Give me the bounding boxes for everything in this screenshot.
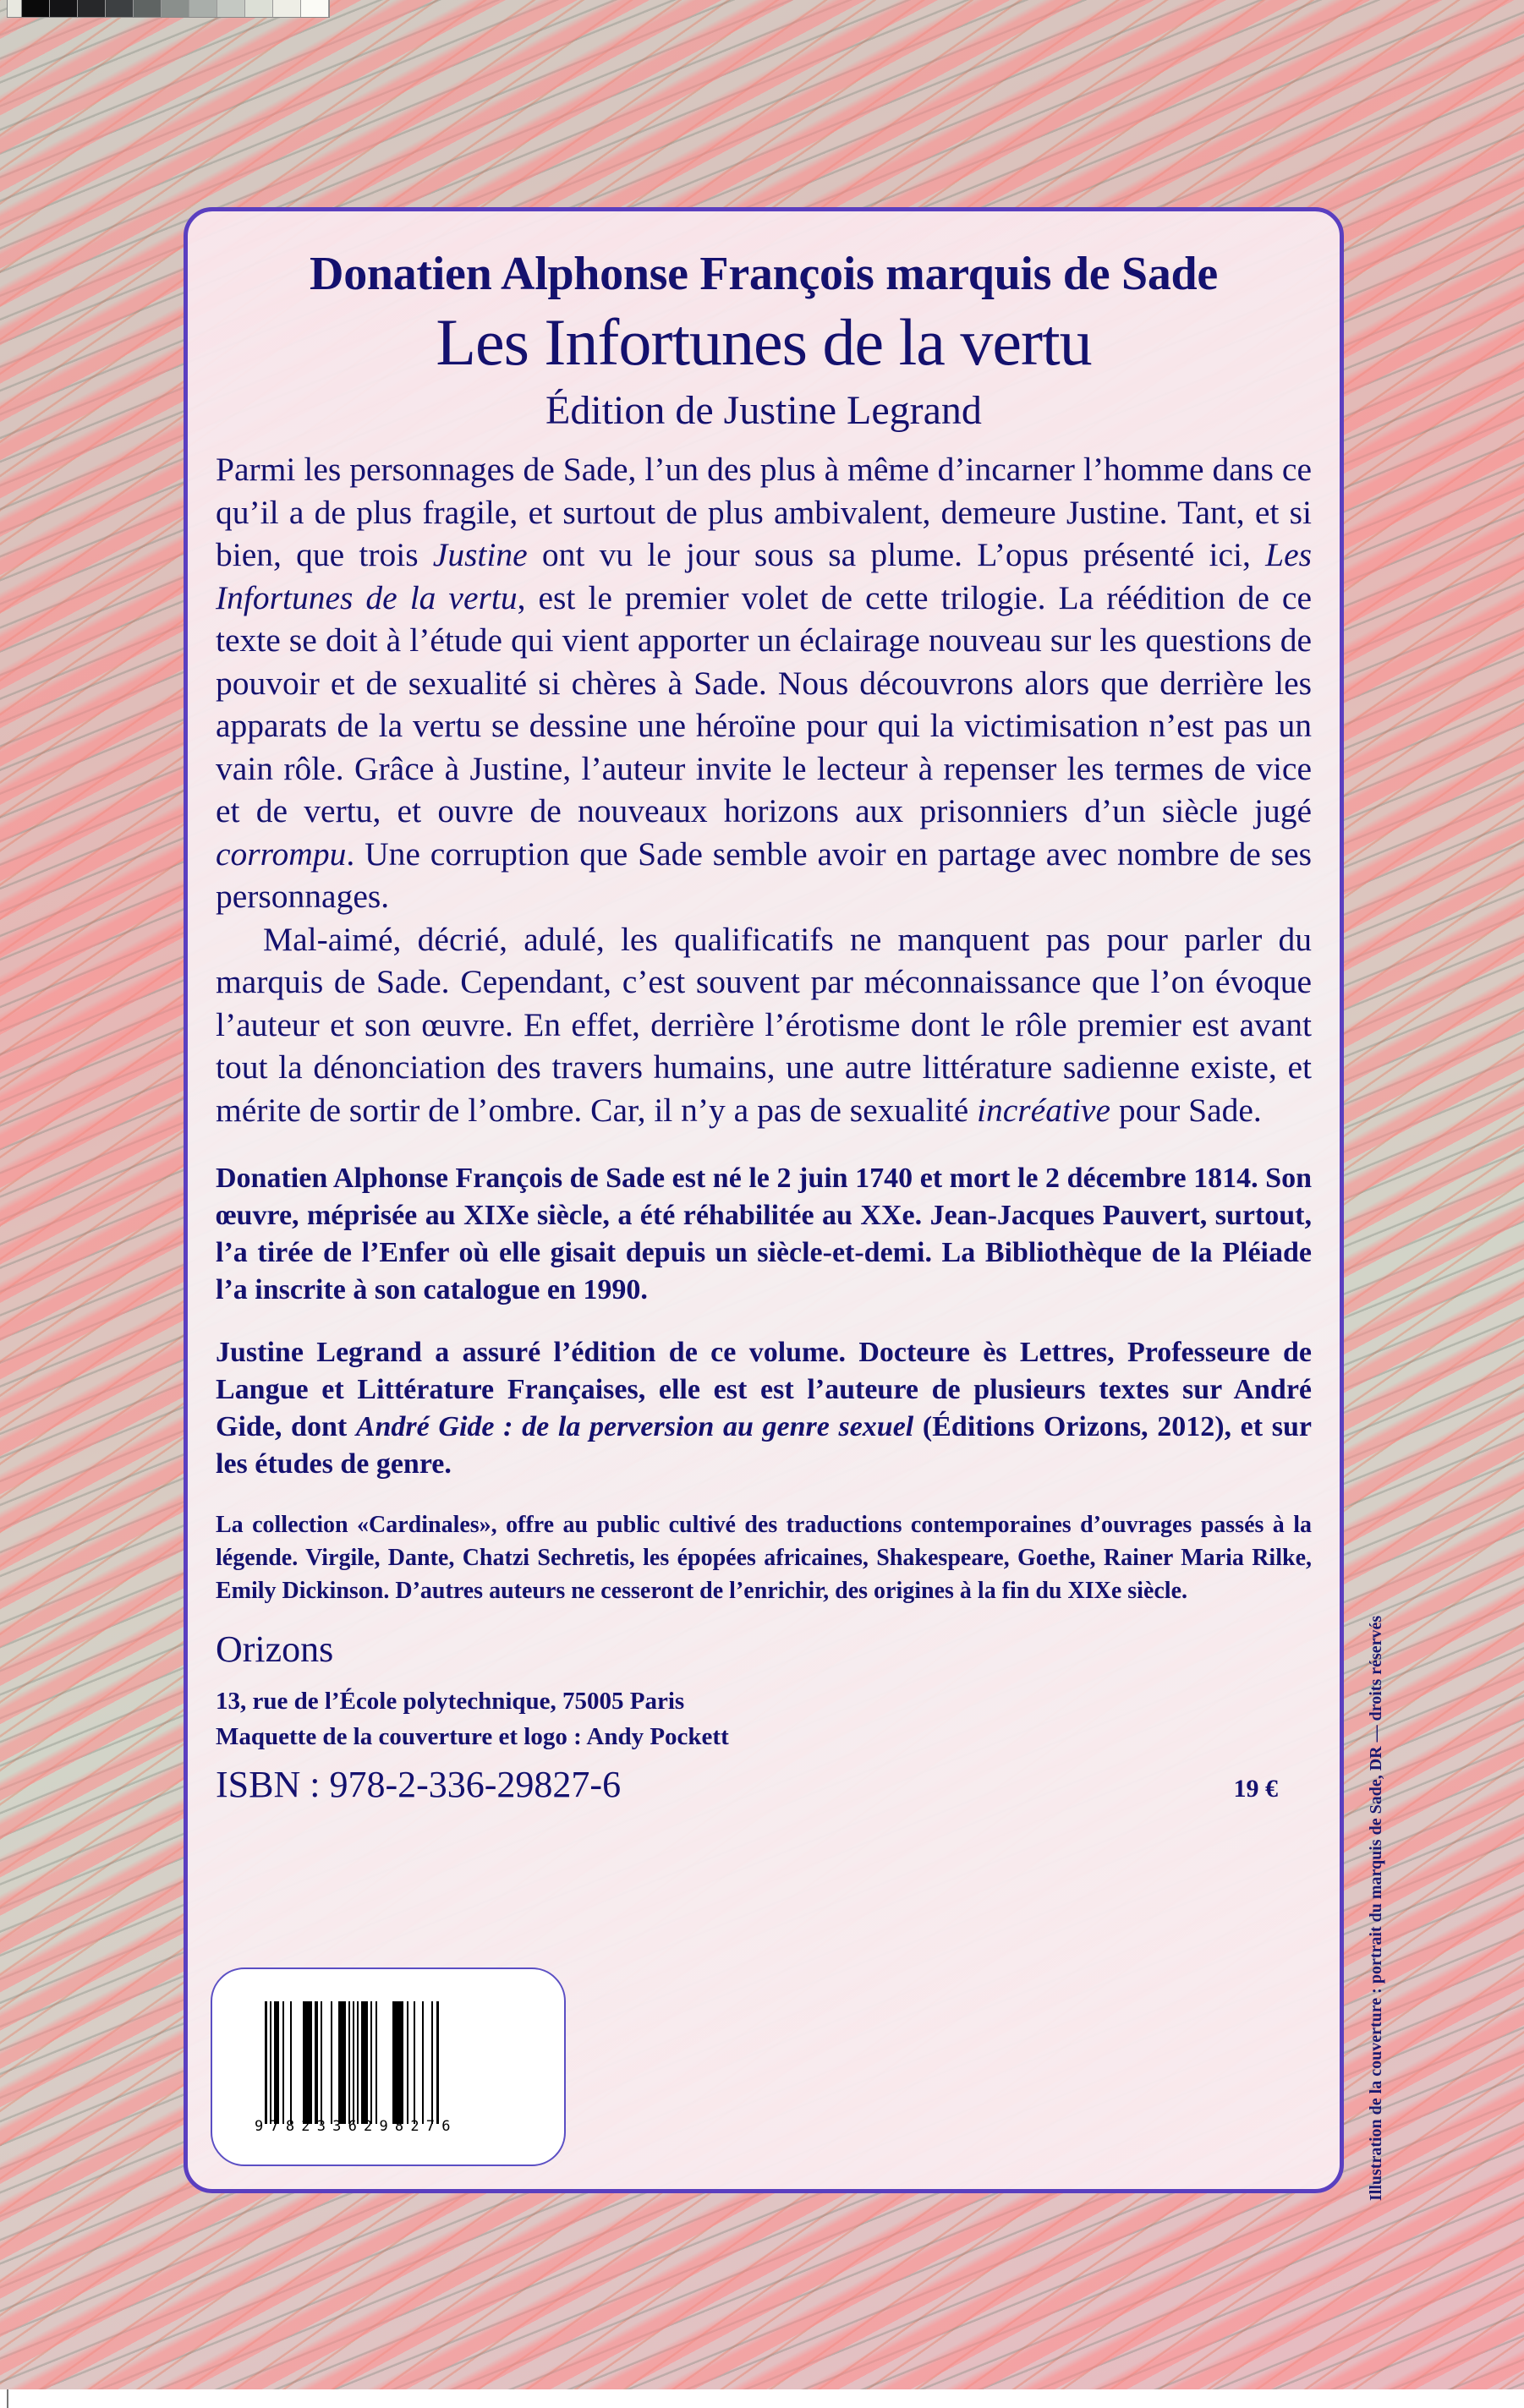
text-run: , est le premier volet de cette trilogie. La réédition de ce texte se doit à l’étude qui vient apporter un éclairage nouveau sur les questions de pouvoir et de sexualité si chères à Sade. Nous découvrons alors que derrière les apparats de la vertu se dessine une héroïne pour qui la victimisation n’est pas un vain rôle. Grâce à Justine, l’auteur invite le lecteur à repenser les termes de vice et de vertu, et ouvre de nouveaux horizons aux prisonniers d’un siècle jugé [216, 578, 1312, 829]
gray-swatch [106, 0, 134, 17]
color-calibration-bar [7, 0, 330, 18]
text-run: pour Sade. [1110, 1091, 1262, 1129]
author-name: Donatien Alphonse François marquis de Sade [310, 248, 1218, 300]
italic-run: corrompu [216, 835, 347, 873]
publisher-address: 13, rue de l’École polytechnique, 75005 Paris [216, 1688, 685, 1715]
text-run: Parmi les personnages de Sade, l’un des plus à même d’incarner l’homme dans ce qu’il a de plus fragile, et surtout de plus ambivalent, demeure Justine. Tant, et si bien, que trois [216, 451, 1312, 573]
edition-credit: Édition de Justine Legrand [545, 388, 982, 433]
text-run: . Une corruption que Sade semble avoir en partage avec nombre de ses personnages. [216, 835, 1312, 915]
barcode-icon [265, 2001, 512, 2128]
blurb-paragraph-2 [216, 918, 1312, 1132]
text-run: ont vu le jour sous sa plume. L’opus présenté ici, [527, 536, 1266, 573]
price: 19 € [1233, 1775, 1278, 1803]
gray-swatch [134, 0, 162, 17]
barcode-digits: 9782336298276 [255, 2118, 458, 2135]
gray-swatch [189, 0, 217, 17]
blurb [216, 448, 1312, 1131]
calibration-lead [8, 0, 22, 17]
gray-swatch [245, 0, 273, 17]
isbn: ISBN : 978-2-336-29827-6 [216, 1764, 622, 1805]
collection-note: La collection «Cardinales», offre au public cultivé des traductions contemporaines d’ouvrages passés à la légende. Virgile, Dante, Chatzi Sechretis, les épopées africaines, Shakespeare, Goethe, Rainer Maria Rilke, Emily Dickinson. D’autres auteurs ne cesseront de l’enrichir, des origines à la fin du XIXe siècle. [216, 1512, 1312, 1604]
gray-swatch [50, 0, 78, 17]
gray-swatch [162, 0, 189, 17]
text-run: Mal-aimé, décrié, adulé, les qualificatifs ne manquent pas pour parler du marquis de Sade. Cependant, c’est souvent par méconnaissance que l’on évoque l’auteur et son œuvre. En effet, derrière l’érotisme dont le rôle premier est avant tout la dénonciation des travers humains, une autre littérature sadienne existe, et mérite de sortir de l’ombre. Car, il n’y a pas de sexualité [216, 920, 1312, 1129]
cover-design-credit: Maquette de la couverture et logo : Andy Pockett [216, 1723, 729, 1750]
italic-run: André Gide : de la perversion au genre sexuel [355, 1411, 914, 1442]
barcode-label [211, 1967, 566, 2166]
publisher-name: Orizons [216, 1628, 334, 1670]
blurb-paragraph-1 [216, 448, 1312, 918]
gray-swatch [273, 0, 301, 17]
gray-swatch [217, 0, 245, 17]
isbn-price-row [216, 1761, 1312, 1809]
gray-swatch [22, 0, 50, 17]
author-bio: Donatien Alphonse François de Sade est né le 2 juin 1740 et mort le 2 décembre 1814. Son œuvre, méprisée au XIXe siècle, a été réhabilitée au XXe. Jean-Jacques Pauvert, surtout, l’a tirée de l’Enfer où elle gisait depuis un siècle-et-demi. La Bibliothèque de la Pléiade l’a inscrite à son catalogue en 1990. [216, 1163, 1312, 1305]
italic-run: Justine [432, 536, 528, 573]
italic-run: Les Infortunes de la vertu [216, 536, 1312, 616]
crop-mark [7, 2389, 8, 2408]
gray-swatch [301, 0, 329, 17]
illustration-credit: Illustration de la couverture : portrait du marquis de Sade, DR — droits réservés [1367, 1615, 1385, 2201]
book-title: Les Infortunes de la vertu [436, 305, 1092, 379]
back-cover-content [216, 245, 1312, 1809]
text-run: (Éditions Orizons, 2012), et sur les études de genre. [216, 1411, 1312, 1480]
text-run: Justine Legrand a assuré l’édition de ce volume. Docteure ès Lettres, Professeure de Langue et Littérature Françaises, elle est est l’auteure de plusieurs textes sur André Gide, dont [216, 1337, 1312, 1442]
editor-bio [216, 1334, 1312, 1483]
page-bottom-strip [0, 2389, 1524, 2408]
gray-swatch [78, 0, 106, 17]
italic-run: incréative [977, 1091, 1110, 1129]
back-cover-panel [184, 207, 1344, 2193]
